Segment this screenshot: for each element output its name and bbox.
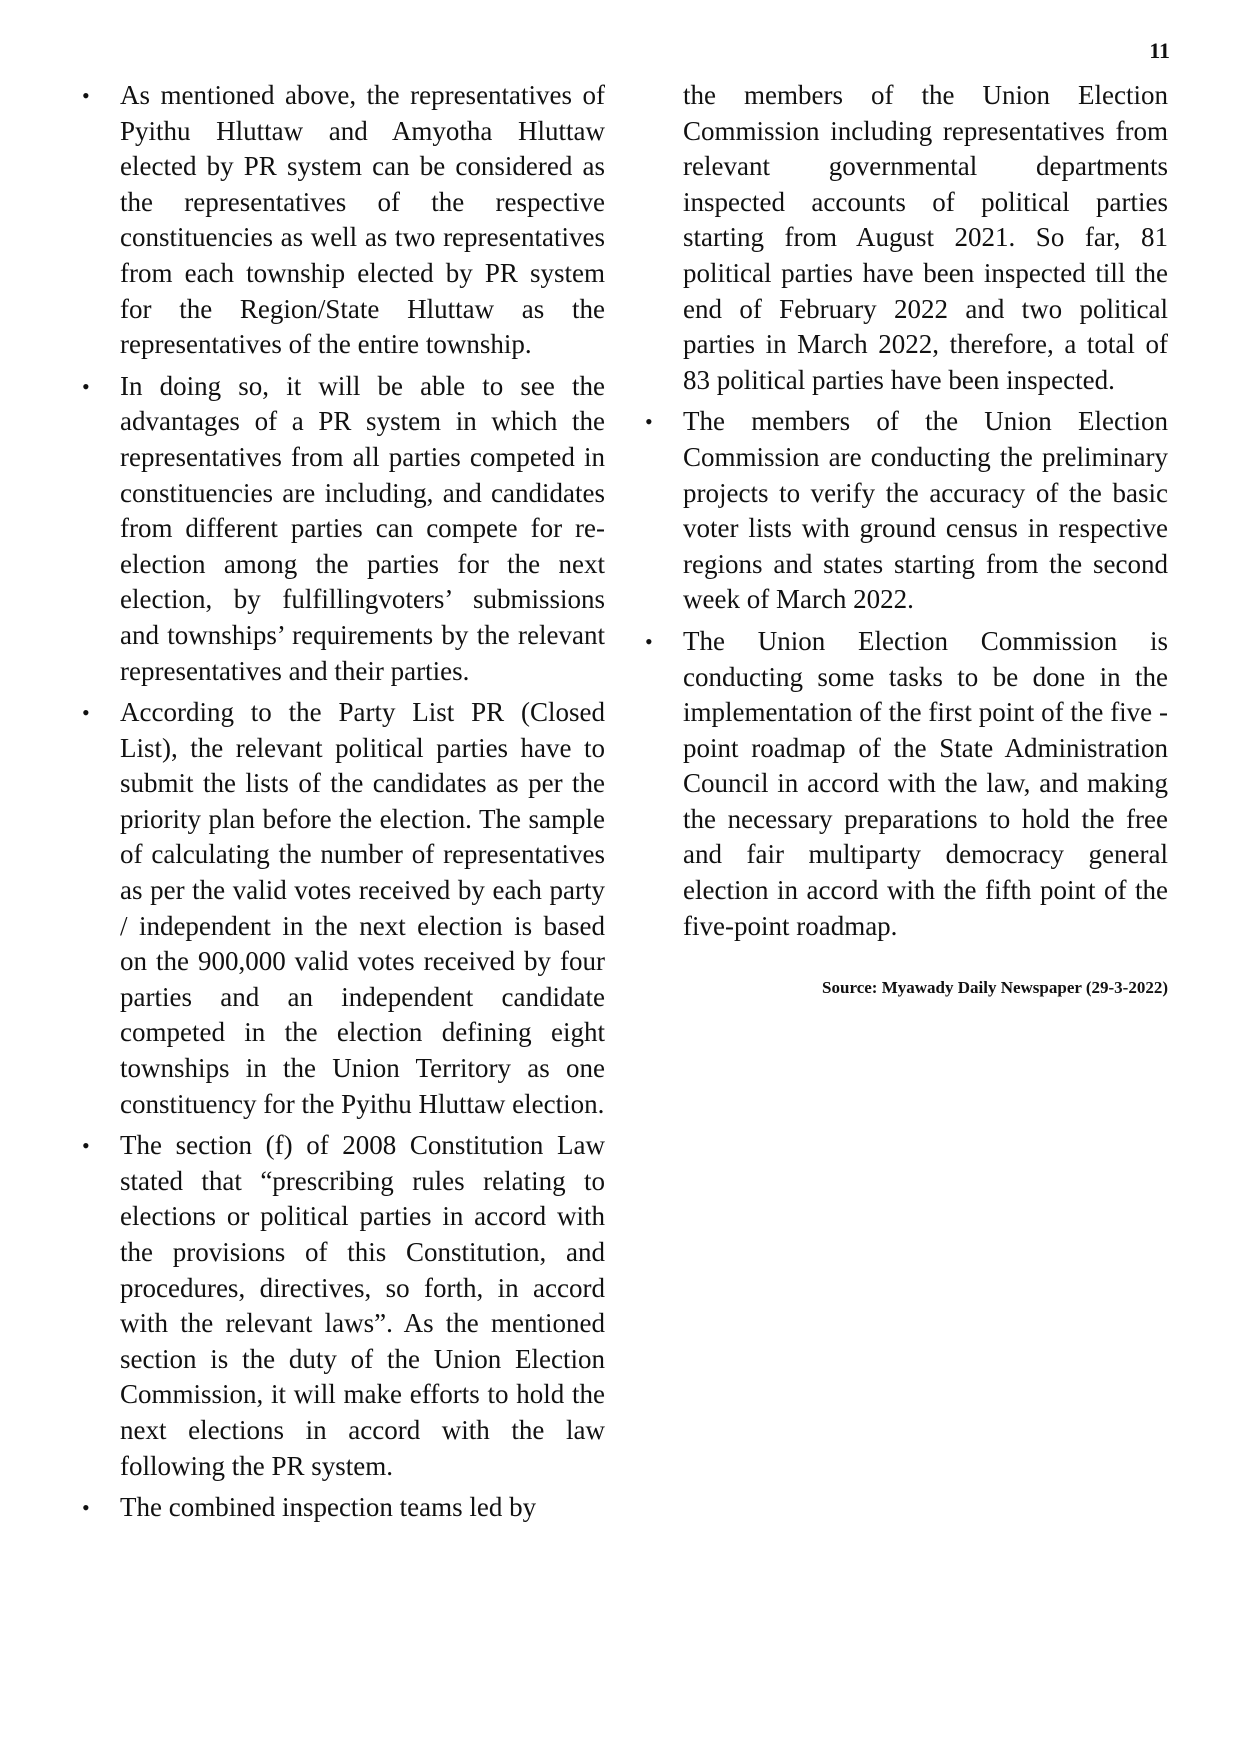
- list-item-text: The combined inspection teams led by: [120, 1492, 537, 1523]
- page-number: 11: [1149, 38, 1170, 63]
- list-item-text: As mentioned above, the representatives of Pyithu Hluttaw and Amyotha Hluttaw elected by PR system can be considered as the representatives of the respective constituencies as well as two representatives from each township elected by PR system for the Region/State Hluttaw as the representatives of the entire township.: [120, 80, 605, 360]
- source-citation: Source: Myawady Daily Newspaper (29-3-2022): [822, 978, 1168, 998]
- bullet-icon: •: [82, 83, 90, 108]
- bullet-icon: •: [645, 409, 653, 435]
- list-item: [80, 695, 605, 1122]
- continued-paragraph: the members of the Union Election Commission including representatives from relevant governmental departments inspected accounts of political parties starting from August 2021. So far, 81 political parties have been inspected till the end of February 2022 and two political parties in March 2022, therefore, a total of 83 political parties have been inspected.: [683, 80, 1168, 395]
- bullet-icon: •: [82, 700, 90, 726]
- list-item-text: The section (f) of 2008 Constitution Law stated that “prescribing rules relating to elections or political parties in accord with the provisions of this Constitution, and procedures, directives, so forth, in accord with the relevant laws”. As the mentioned section is the duty of the Union Election Commission, it will make efforts to hold the next elections in accord with the law following the PR system.: [120, 1130, 605, 1481]
- left-bullet-list: [80, 78, 605, 1526]
- bullet-icon: •: [82, 373, 90, 399]
- list-item-text: The Union Election Commission is conducting some tasks to be done in the implementation of the first point of the five -point roadmap of the State Administration Council in accord with the law, and making the necessary preparations to hold the free and fair multiparty democracy general election in accord with the fifth point of the five-point roadmap.: [683, 625, 1168, 941]
- left-column: [80, 78, 605, 1532]
- list-item: [80, 1490, 605, 1526]
- list-item: [80, 1128, 605, 1484]
- list-item: [80, 369, 605, 689]
- right-column: [643, 78, 1168, 998]
- bullet-icon: •: [645, 628, 653, 654]
- bullet-icon: •: [82, 1495, 90, 1521]
- list-item-text: In doing so, it will be able to see the advantages of a PR system in which the representatives from all parties competed in constituencies are including, and candidates from different parties can compete for re-election among the parties for the next election, by fulfillingvoters’ submissions and townships’ requirements by the relevant representatives and their parties.: [120, 370, 605, 686]
- list-item-text: According to the Party List PR (Closed List), the relevant political parties have to submit the lists of the candidates as per the priority plan before the election. The sample of calculating the number of representatives as per the valid votes received by each party / independent in the next election is based on the 900,000 valid votes received by four parties and an independent candidate competed in the election defining eight townships in the Union Territory as one constituency for the Pyithu Hluttaw election.: [120, 697, 605, 1119]
- list-item: [643, 404, 1168, 618]
- bullet-icon: •: [82, 1133, 90, 1159]
- list-item: [643, 624, 1168, 944]
- list-item: [80, 78, 605, 363]
- right-bullet-list: [643, 404, 1168, 944]
- list-item-text: The members of the Union Election Commission are conducting the preliminary projects to verify the accuracy of the basic voter lists with ground census in respective regions and states starting from the second week of March 2022.: [683, 406, 1168, 615]
